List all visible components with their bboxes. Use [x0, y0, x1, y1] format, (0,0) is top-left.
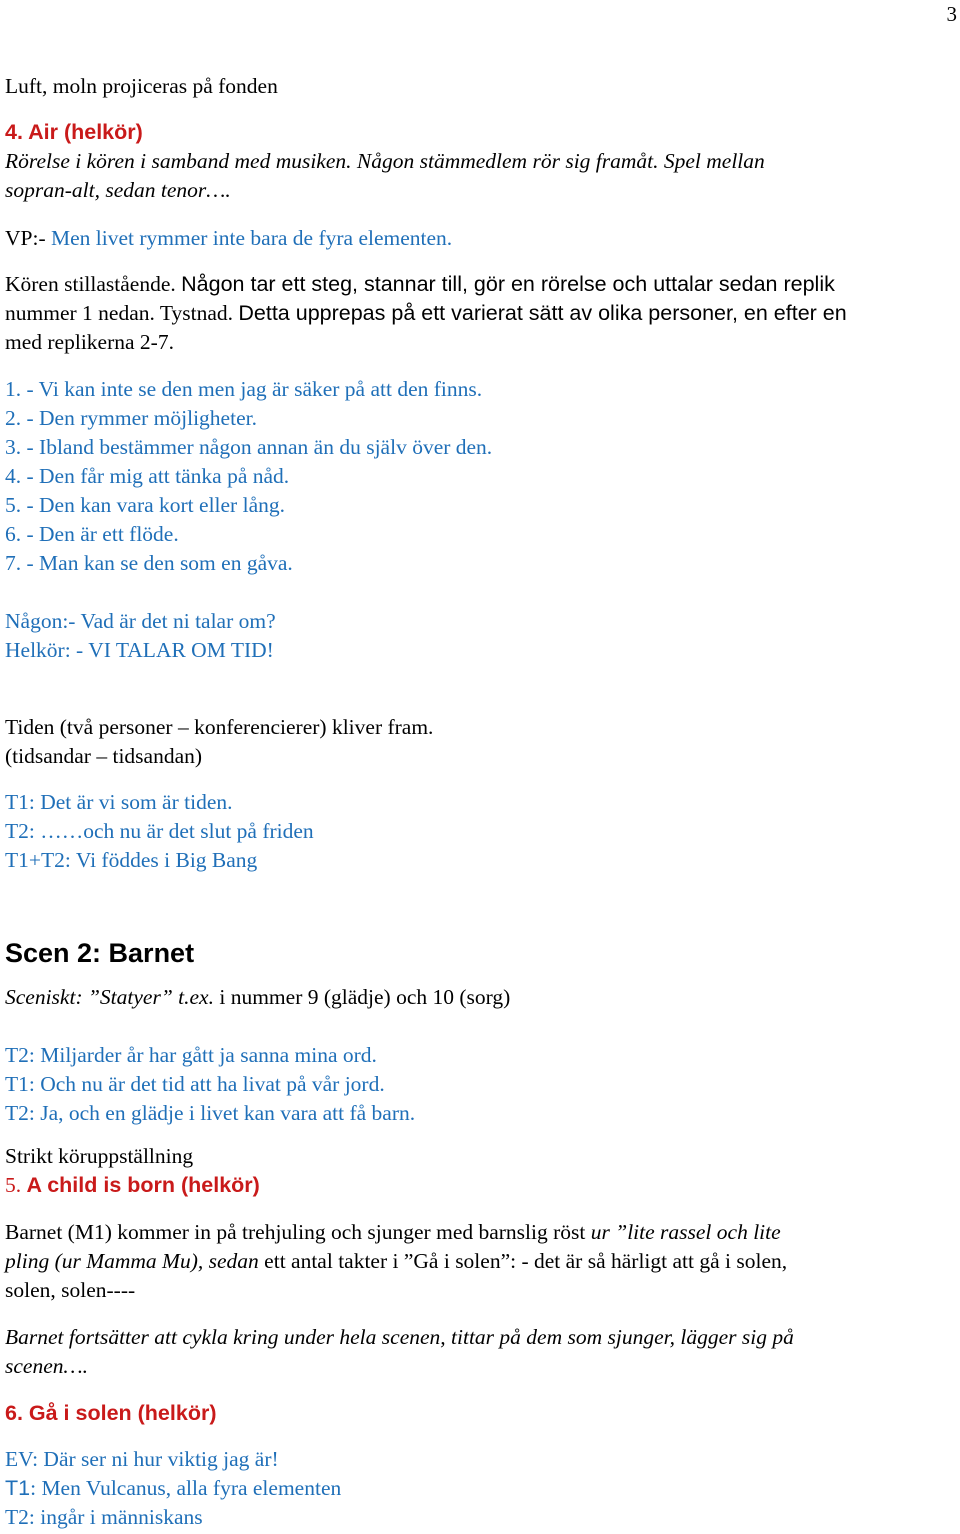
- air-description-line-1: Rörelse i kören i samband med musiken. Någon stämmedlem rör sig framåt. Spel mellan: [5, 149, 765, 173]
- vp-speaker: VP:-: [5, 226, 51, 250]
- t2-line: T2: ……och nu är det slut på friden: [5, 819, 314, 843]
- nagon-line: Någon:- Vad är det ni talar om?: [5, 609, 276, 633]
- replik-line-1: 1. - Vi kan inte se den men jag är säker på att den finns.: [5, 377, 483, 401]
- t1-line: T1: Det är vi som är tiden.: [5, 790, 233, 814]
- sceniskt-detail: i nummer 9 (glädje) och 10 (sorg): [219, 985, 511, 1009]
- song-heading-child: [5, 1171, 260, 1200]
- dialogue-line-3: T2: Ja, och en glädje i livet kan vara att få barn.: [5, 1101, 416, 1125]
- replik-line-7: 7. - Man kan se den som en gåva.: [5, 551, 293, 575]
- scene-2-heading: Scen 2: Barnet: [5, 938, 195, 968]
- air-description-line-2: sopran-alt, sedan tenor….: [5, 178, 231, 202]
- strikt-direction: Strikt köruppställning: [5, 1144, 194, 1168]
- barnet-text-b: ur ”lite rassel och lite: [590, 1220, 781, 1244]
- barnet-text-a: Barnet (M1) kommer in på trehjuling och sjunger med barnslig röst: [5, 1220, 591, 1244]
- replik-line-5: 5. - Den kan vara kort eller lång.: [5, 493, 285, 517]
- page-number: 3: [946, 2, 957, 26]
- t1-t2-line: T1+T2: Vi föddes i Big Bang: [5, 848, 258, 872]
- helkor-line: Helkör: - VI TALAR OM TID!: [5, 638, 274, 662]
- song-title: A child is born (helkör): [26, 1173, 260, 1197]
- choir-direction-a: Kören stillastående.: [5, 272, 182, 296]
- continuation-line-1: Barnet fortsätter att cykla kring under hela scenen, tittar på dem som sjunger, lägger sig på: [5, 1325, 794, 1349]
- replik-line-2: 2. - Den rymmer möjligheter.: [5, 406, 257, 430]
- tiden-direction-line-2: (tidsandar – tidsandan): [5, 744, 203, 768]
- tiden-direction-line-1: Tiden (två personer – konferencierer) kliver fram.: [5, 715, 434, 739]
- t1-speaker: T1: [5, 1476, 31, 1500]
- continuation-line-2: scenen….: [5, 1354, 88, 1378]
- sceniskt-line: [5, 983, 510, 1012]
- t1-vulcanus-text: : Men Vulcanus, alla fyra elementen: [30, 1476, 342, 1500]
- choir-direction-line-2: [5, 299, 847, 328]
- sceniskt-label: Sceniskt: ”Statyer” t.ex.: [5, 985, 220, 1009]
- choir-direction-line-3: med replikerna 2-7.: [5, 330, 174, 354]
- barnet-line-1: [5, 1218, 781, 1247]
- t1-vulcanus-line: [5, 1474, 341, 1503]
- stage-direction-clouds: Luft, moln projiceras på fonden: [5, 74, 278, 98]
- choir-direction-b: Någon tar ett steg, stannar till, gör en rörelse och uttalar sedan replik: [181, 272, 835, 296]
- replik-line-3: 3. - Ibland bestämmer någon annan än du själv över den.: [5, 435, 493, 459]
- vp-line: [5, 224, 452, 253]
- choir-direction-c: nummer 1 nedan. Tystnad.: [5, 301, 239, 325]
- barnet-text-d: ett antal takter i ”Gå i solen”: - det är så härligt att gå i solen,: [264, 1249, 788, 1273]
- replik-line-6: 6. - Den är ett flöde.: [5, 522, 179, 546]
- barnet-text-c: pling (ur Mamma Mu), sedan: [5, 1249, 265, 1273]
- song-heading-sun: 6. Gå i solen (helkör): [5, 1401, 217, 1425]
- choir-direction-line-1: [5, 270, 835, 299]
- replik-line-4: 4. - Den får mig att tänka på nåd.: [5, 464, 290, 488]
- t2-final-line: T2: ingår i människans: [5, 1505, 203, 1529]
- choir-direction-d: Detta upprepas på ett varierat sätt av olika personer, en efter en: [238, 301, 847, 325]
- dialogue-line-1: T2: Miljarder år har gått ja sanna mina ord.: [5, 1043, 377, 1067]
- barnet-line-3: solen, solen----: [5, 1278, 136, 1302]
- barnet-line-2: [5, 1247, 787, 1276]
- ev-line: EV: Där ser ni hur viktig jag är!: [5, 1447, 279, 1471]
- vp-text: Men livet rymmer inte bara de fyra elementen.: [51, 226, 453, 250]
- song-heading-air: 4. Air (helkör): [5, 120, 143, 144]
- song-number: 5.: [5, 1173, 27, 1197]
- dialogue-line-2: T1: Och nu är det tid att ha livat på vår jord.: [5, 1072, 385, 1096]
